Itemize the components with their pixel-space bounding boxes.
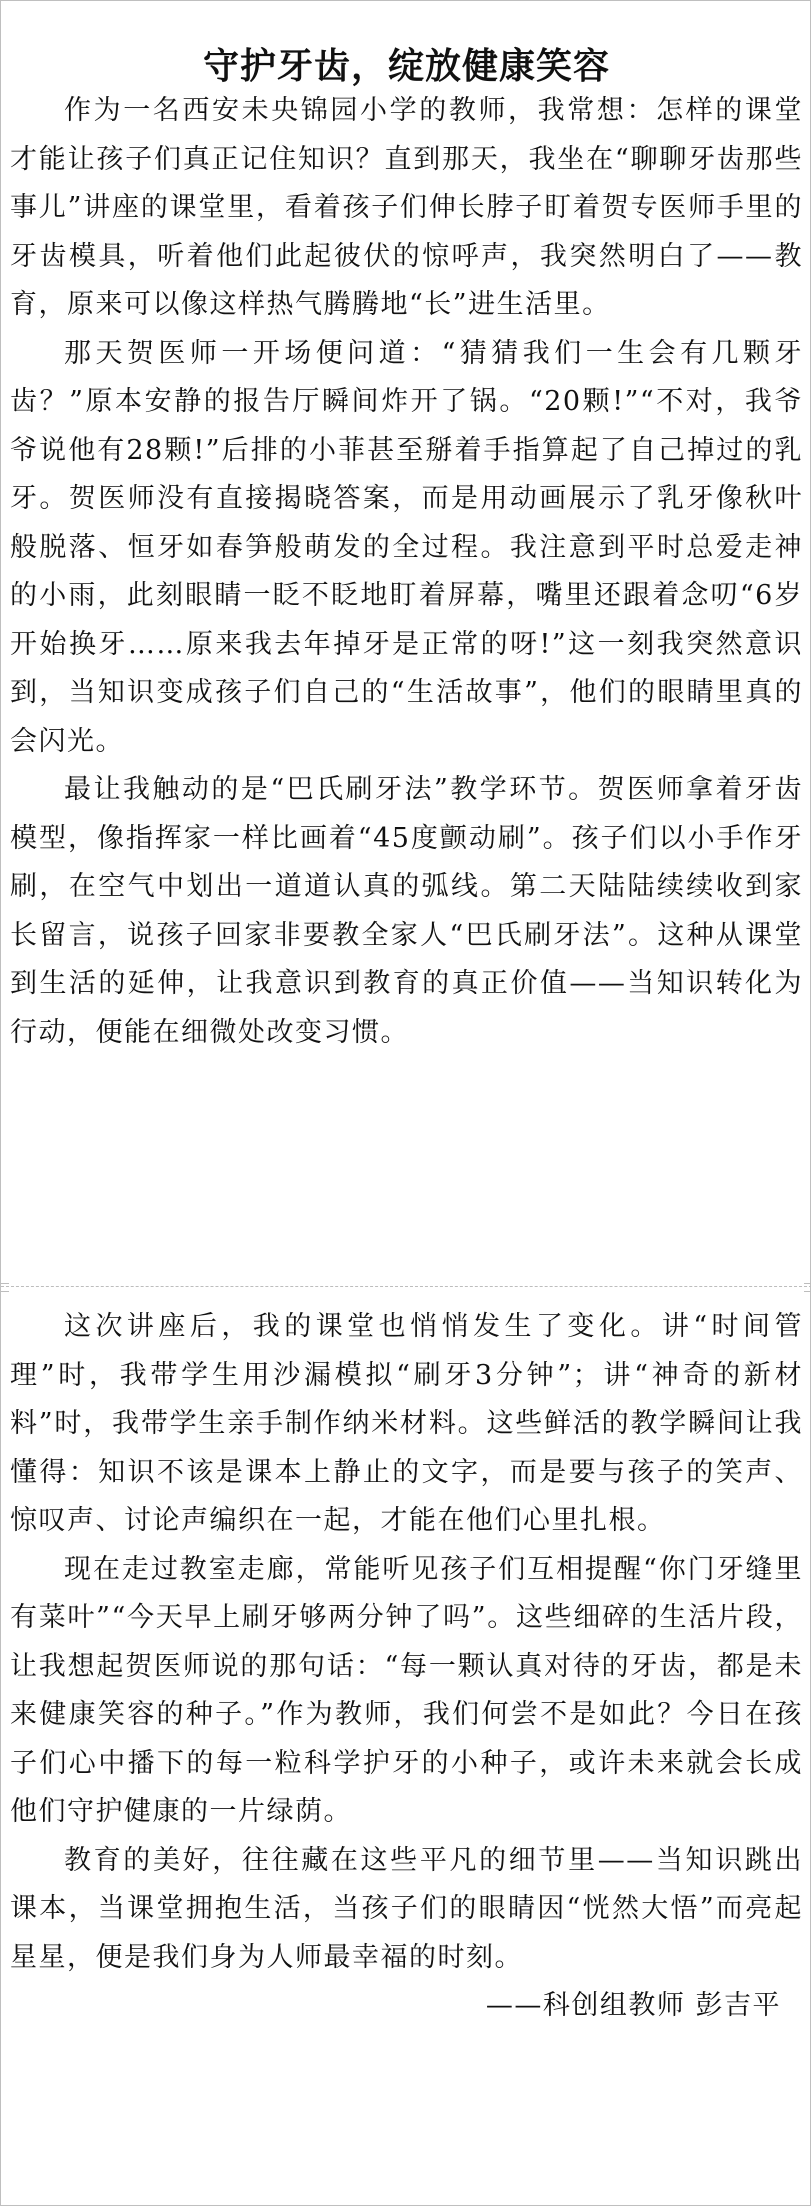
- paragraph-5: 现在走过教室走廊，常能听见孩子们互相提醒“你门牙缝里有菜叶”“今天早上刷牙够两分钟了吗”。这些细碎的生活片段，让我想起贺医师说的那句话：“每一颗认真对待的牙齿，都是未来健康笑容的种子。”作为教师，我们何尝不是如此？今日在孩子们心中播下的每一粒科学护牙的小种子，或许未来就会长成他们守护健康的一片绿荫。: [10, 1553, 803, 1827]
- paragraph-6: 教育的美好，往往藏在这些平凡的细节里——当知识跳出课本，当课堂拥抱生活，当孩子们的眼睛因“恍然大悟”而亮起星星，便是我们身为人师最幸福的时刻。: [10, 1844, 803, 1973]
- page-break-divider: [1, 1286, 811, 1287]
- paragraph-1: 作为一名西安未央锦园小学的教师，我常想：怎样的课堂才能让孩子们真正记住知识？直到那天，我坐在“聊聊牙齿那些事儿”讲座的课堂里，看着孩子们伸长脖子盯着贺专医师手里的牙齿模具，听着他们此起彼伏的惊呼声，我突然明白了——教育，原来可以像这样热气腾腾地“长”进生活里。: [10, 95, 803, 320]
- paragraph-4: 这次讲座后，我的课堂也悄悄发生了变化。讲“时间管理”时，我带学生用沙漏模拟“刷牙3分钟”；讲“神奇的新材料”时，我带学生亲手制作纳米材料。这些鲜活的教学瞬间让我懂得：知识不该是课本上静止的文字，而是要与孩子的笑声、惊叹声、讨论声编织在一起，才能在他们心里扎根。: [10, 1311, 803, 1536]
- divider-right-mark: [804, 1283, 811, 1292]
- paragraph-2: 那天贺医师一开场便问道：“猜猜我们一生会有几颗牙齿？”原本安静的报告厅瞬间炸开了锅。“20颗!”“不对，我爷爷说他有28颗!”后排的小菲甚至掰着手指算起了自己掉过的乳牙。贺医师没有直接揭晓答案，而是用动画展示了乳牙像秋叶般脱落、恒牙如春笋般萌发的全过程。我注意到平时总爱走神的小雨，此刻眼睛一眨不眨地盯着屏幕，嘴里还跟着念叨“6岁开始换牙……原来我去年掉牙是正常的呀!”这一刻我突然意识到，当知识变成孩子们自己的“生活故事”，他们的眼睛里真的会闪光。: [10, 337, 803, 757]
- article-section-2: [10, 1303, 803, 2030]
- author-signature: ——科创组教师 彭吉平: [485, 1990, 781, 2021]
- divider-left-mark: [1, 1283, 9, 1292]
- article-title: 守护牙齿，绽放健康笑容: [202, 45, 610, 88]
- paragraph-3: 最让我触动的是“巴氏刷牙法”教学环节。贺医师拿着牙齿模型，像指挥家一样比画着“45度颤动刷”。孩子们以小手作牙刷，在空气中划出一道道认真的弧线。第二天陆陆续续收到家长留言，说孩子回家非要教全家人“巴氏刷牙法”。这种从课堂到生活的延伸，让我意识到教育的真正价值——当知识转化为行动，便能在细微处改变习惯。: [10, 774, 803, 1048]
- article-section-1: [10, 87, 803, 1057]
